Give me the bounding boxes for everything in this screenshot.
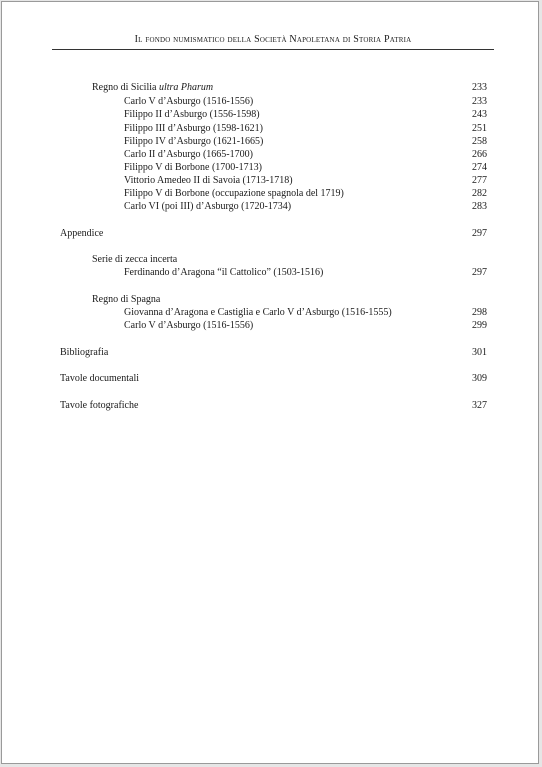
toc-entry-title: Filippo V di Borbone (occupazione spagnola del 1719) [124, 188, 344, 199]
toc-entry-title: Filippo II d’Asburgo (1556-1598) [124, 109, 260, 120]
toc-entry [92, 293, 487, 306]
toc-entry-title: Carlo VI (poi III) d’Asburgo (1720-1734) [124, 201, 292, 212]
toc-entry-title: Regno di Sicilia ultra Pharum [92, 82, 214, 93]
toc-entry [60, 346, 487, 359]
toc-entry [124, 148, 487, 161]
toc-entry-title: Ferdinando d’Aragona “il Cattolico” (1503-1516) [124, 267, 324, 278]
toc-entry-title: Appendice [60, 228, 104, 239]
toc-entry-page: 297 [472, 267, 487, 278]
toc-entry-title: Filippo IV d’Asburgo (1621-1665) [124, 136, 264, 147]
header-rule [52, 49, 494, 50]
toc-entry [124, 108, 487, 121]
toc-entry-page: 233 [472, 82, 487, 93]
toc-entry-title: Regno di Spagna [92, 294, 161, 305]
toc-entry-page: 282 [472, 188, 487, 199]
toc-entry-page: 301 [472, 347, 487, 358]
toc-entry-page: 299 [472, 320, 487, 331]
toc-entry-page: 251 [472, 123, 487, 134]
toc-entry-page: 283 [472, 201, 487, 212]
toc-entry [60, 227, 487, 240]
toc-entry-title: Carlo II d’Asburgo (1665-1700) [124, 149, 253, 160]
toc-entry [124, 187, 487, 200]
toc-entry-page: 309 [472, 373, 487, 384]
toc-entry [124, 306, 487, 319]
toc-entry-page: 258 [472, 136, 487, 147]
toc-entry [124, 161, 487, 174]
toc-entry-page: 277 [472, 175, 487, 186]
toc-entry-page: 297 [472, 228, 487, 239]
toc-entry [124, 135, 487, 148]
document-page [1, 1, 539, 764]
toc-entry-title: Tavole fotografiche [60, 400, 139, 411]
toc-entry [124, 122, 487, 135]
toc-entry-page: 243 [472, 109, 487, 120]
toc-entry [92, 253, 487, 266]
toc-entry-title: Vittorio Amedeo II di Savoia (1713-1718) [124, 175, 293, 186]
toc-entry [60, 399, 487, 412]
toc-entry-page: 274 [472, 162, 487, 173]
toc-entry-title: Filippo V di Borbone (1700-1713) [124, 162, 262, 173]
toc-entry [92, 81, 487, 94]
toc-entry [124, 319, 487, 332]
toc-entry-title: Carlo V d’Asburgo (1516-1556) [124, 320, 254, 331]
toc-entry-page: 266 [472, 149, 487, 160]
toc-entry-page: 327 [472, 400, 487, 411]
toc-entry [124, 174, 487, 187]
toc-entry [60, 372, 487, 385]
toc-entry-page: 298 [472, 307, 487, 318]
toc-entry-title: Bibliografia [60, 347, 109, 358]
running-header: Il fondo numismatico della Società Napoletana di Storia Patria [134, 34, 412, 45]
toc-entry-title: Carlo V d’Asburgo (1516-1556) [124, 96, 254, 107]
toc-entry-page: 233 [472, 96, 487, 107]
toc-entry [124, 200, 487, 213]
toc-entry-title: Filippo III d’Asburgo (1598-1621) [124, 123, 263, 134]
toc-entry-title: Tavole documentali [60, 373, 139, 384]
toc-entry [124, 95, 487, 108]
toc-entry [124, 266, 487, 279]
toc-entry-title: Serie di zecca incerta [92, 254, 178, 265]
toc-entry-title: Giovanna d’Aragona e Castiglia e Carlo V d’Asburgo (1516-1555) [124, 307, 392, 318]
